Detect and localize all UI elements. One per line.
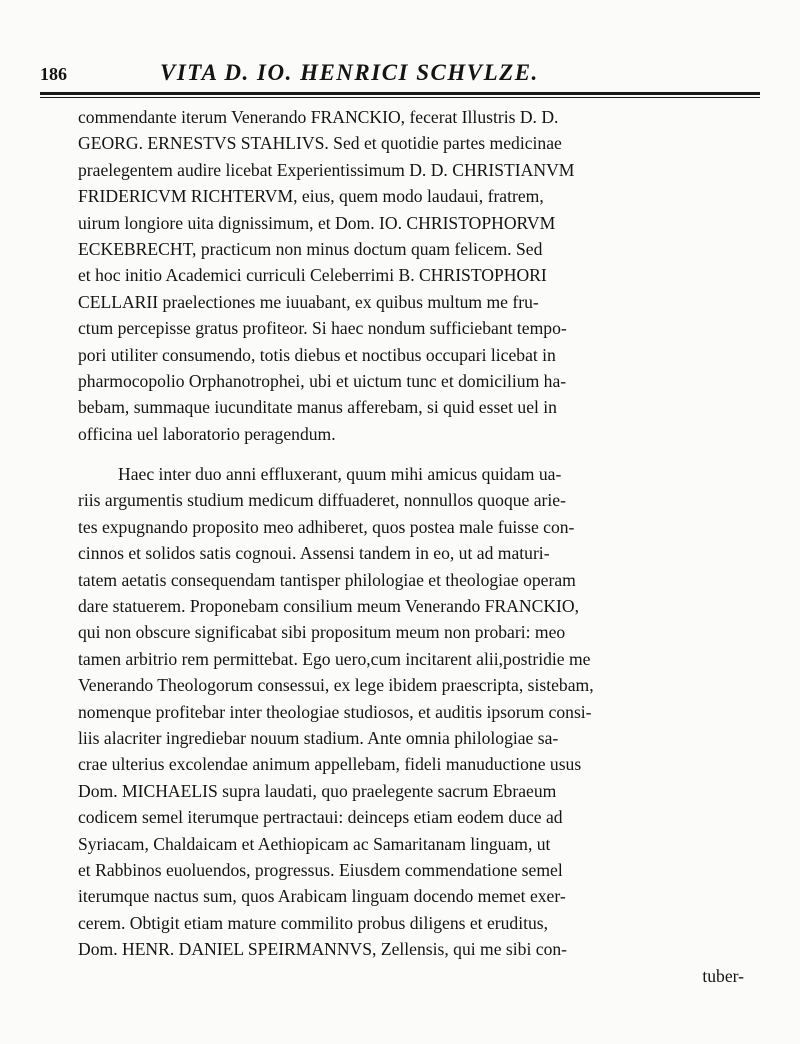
text-line: FRIDERICVM RICHTERVM, eius, quem modo laudaui, fratrem, [78, 186, 544, 207]
text-line: officina uel laboratorio peragendum. [78, 423, 336, 444]
text-line: tes expugnando proposito meo adhiberet, quos postea male fuisse con- [78, 516, 575, 537]
text-line: uirum longiore uita dignissimum, et Dom. IO. CHRISTOPHORVM [78, 212, 556, 233]
text-line: Syriacam, Chaldaicam et Aethiopicam ac Samaritanam linguam, ut [78, 833, 551, 854]
header-rule-thin [40, 97, 760, 98]
page-header [40, 50, 760, 90]
text-line: CELLARII praelectiones me iuuabant, ex quibus multum me fru- [78, 291, 539, 312]
text-line: ctum percepisse gratus profiteor. Si haec nondum sufficiebant tempo- [78, 318, 567, 339]
paragraph-1 [78, 104, 768, 447]
text-line: praelegentem audire licebat Experientissimum D. D. CHRISTIANVM [78, 159, 575, 180]
text-line: codicem semel iterumque pertractaui: deinceps etiam eodem duce ad [78, 807, 563, 828]
text-line: liis alacriter ingrediebar nouum stadium. Ante omnia philologiae sa- [78, 727, 559, 748]
text-line: Venerando Theologorum consessui, ex lege ibidem praescripta, sistebam, [78, 675, 594, 696]
paragraph-2 [78, 461, 768, 989]
text-line: pori utiliter consumendo, totis diebus et noctibus occupari licebat in [78, 344, 556, 365]
text-line: cerem. Obtigit etiam mature commilito probus diligens et eruditus, [78, 912, 549, 933]
text-line: crae ulterius excolendae animum appellebam, fideli manuductione usus [78, 754, 582, 775]
running-title: VITA D. IO. HENRICI SCHVLZE. [160, 60, 539, 85]
text-line: GEORG. ERNESTVS STAHLIVS. Sed et quotidie partes medicinae [78, 133, 562, 154]
text-line: bebam, summaque iucunditate manus afferebam, si quid esset uel in [78, 397, 557, 418]
text-line: Dom. HENR. DANIEL SPEIRMANNVS, Zellensis, qui me sibi con- [78, 939, 568, 960]
text-line: Haec inter duo anni effluxerant, quum mihi amicus quidam ua- [118, 464, 562, 485]
page-number: 186 [40, 64, 67, 84]
paragraph-gap [78, 447, 768, 461]
text-line: pharmocopolio Orphanotrophei, ubi et uictum tunc et domicilium ha- [78, 370, 567, 391]
catchword: tuber- [702, 965, 744, 986]
text-line: dare statuerem. Proponebam consilium meum Venerando FRANCKIO, [78, 596, 580, 617]
body-text [78, 104, 768, 989]
text-line: et Rabbinos euoluendos, progressus. Eiusdem commendatione semel [78, 859, 563, 880]
text-line: qui non obscure significabat sibi propositum meum non probari: meo [78, 622, 566, 643]
text-line: et hoc initio Academici curriculi Celeberrimi B. CHRISTOPHORI [78, 265, 547, 286]
text-line: Dom. MICHAELIS supra laudati, quo praelegente sacrum Ebraeum [78, 780, 557, 801]
text-line: iterumque nactus sum, quos Arabicam linguam docendo memet exer- [78, 886, 566, 907]
text-line: ECKEBRECHT, practicum non minus doctum quam felicem. Sed [78, 238, 543, 259]
text-line: riis argumentis studium medicum diffuaderet, nonnullos quoque arie- [78, 490, 566, 511]
header-rule [40, 92, 760, 95]
text-line: tatem aetatis consequendam tantisper philologiae et theologiae operam [78, 569, 576, 590]
text-line: tamen arbitrio rem permittebat. Ego uero,cum incitarent alii,postridie me [78, 648, 591, 669]
text-line: cinnos et solidos satis cognoui. Assensi tandem in eo, ut ad maturi- [78, 543, 550, 564]
text-line: commendante iterum Venerando FRANCKIO, fecerat Illustris D. D. [78, 107, 559, 127]
text-line: nomenque profitebar inter theologiae studiosos, et auditis ipsorum consi- [78, 701, 592, 722]
